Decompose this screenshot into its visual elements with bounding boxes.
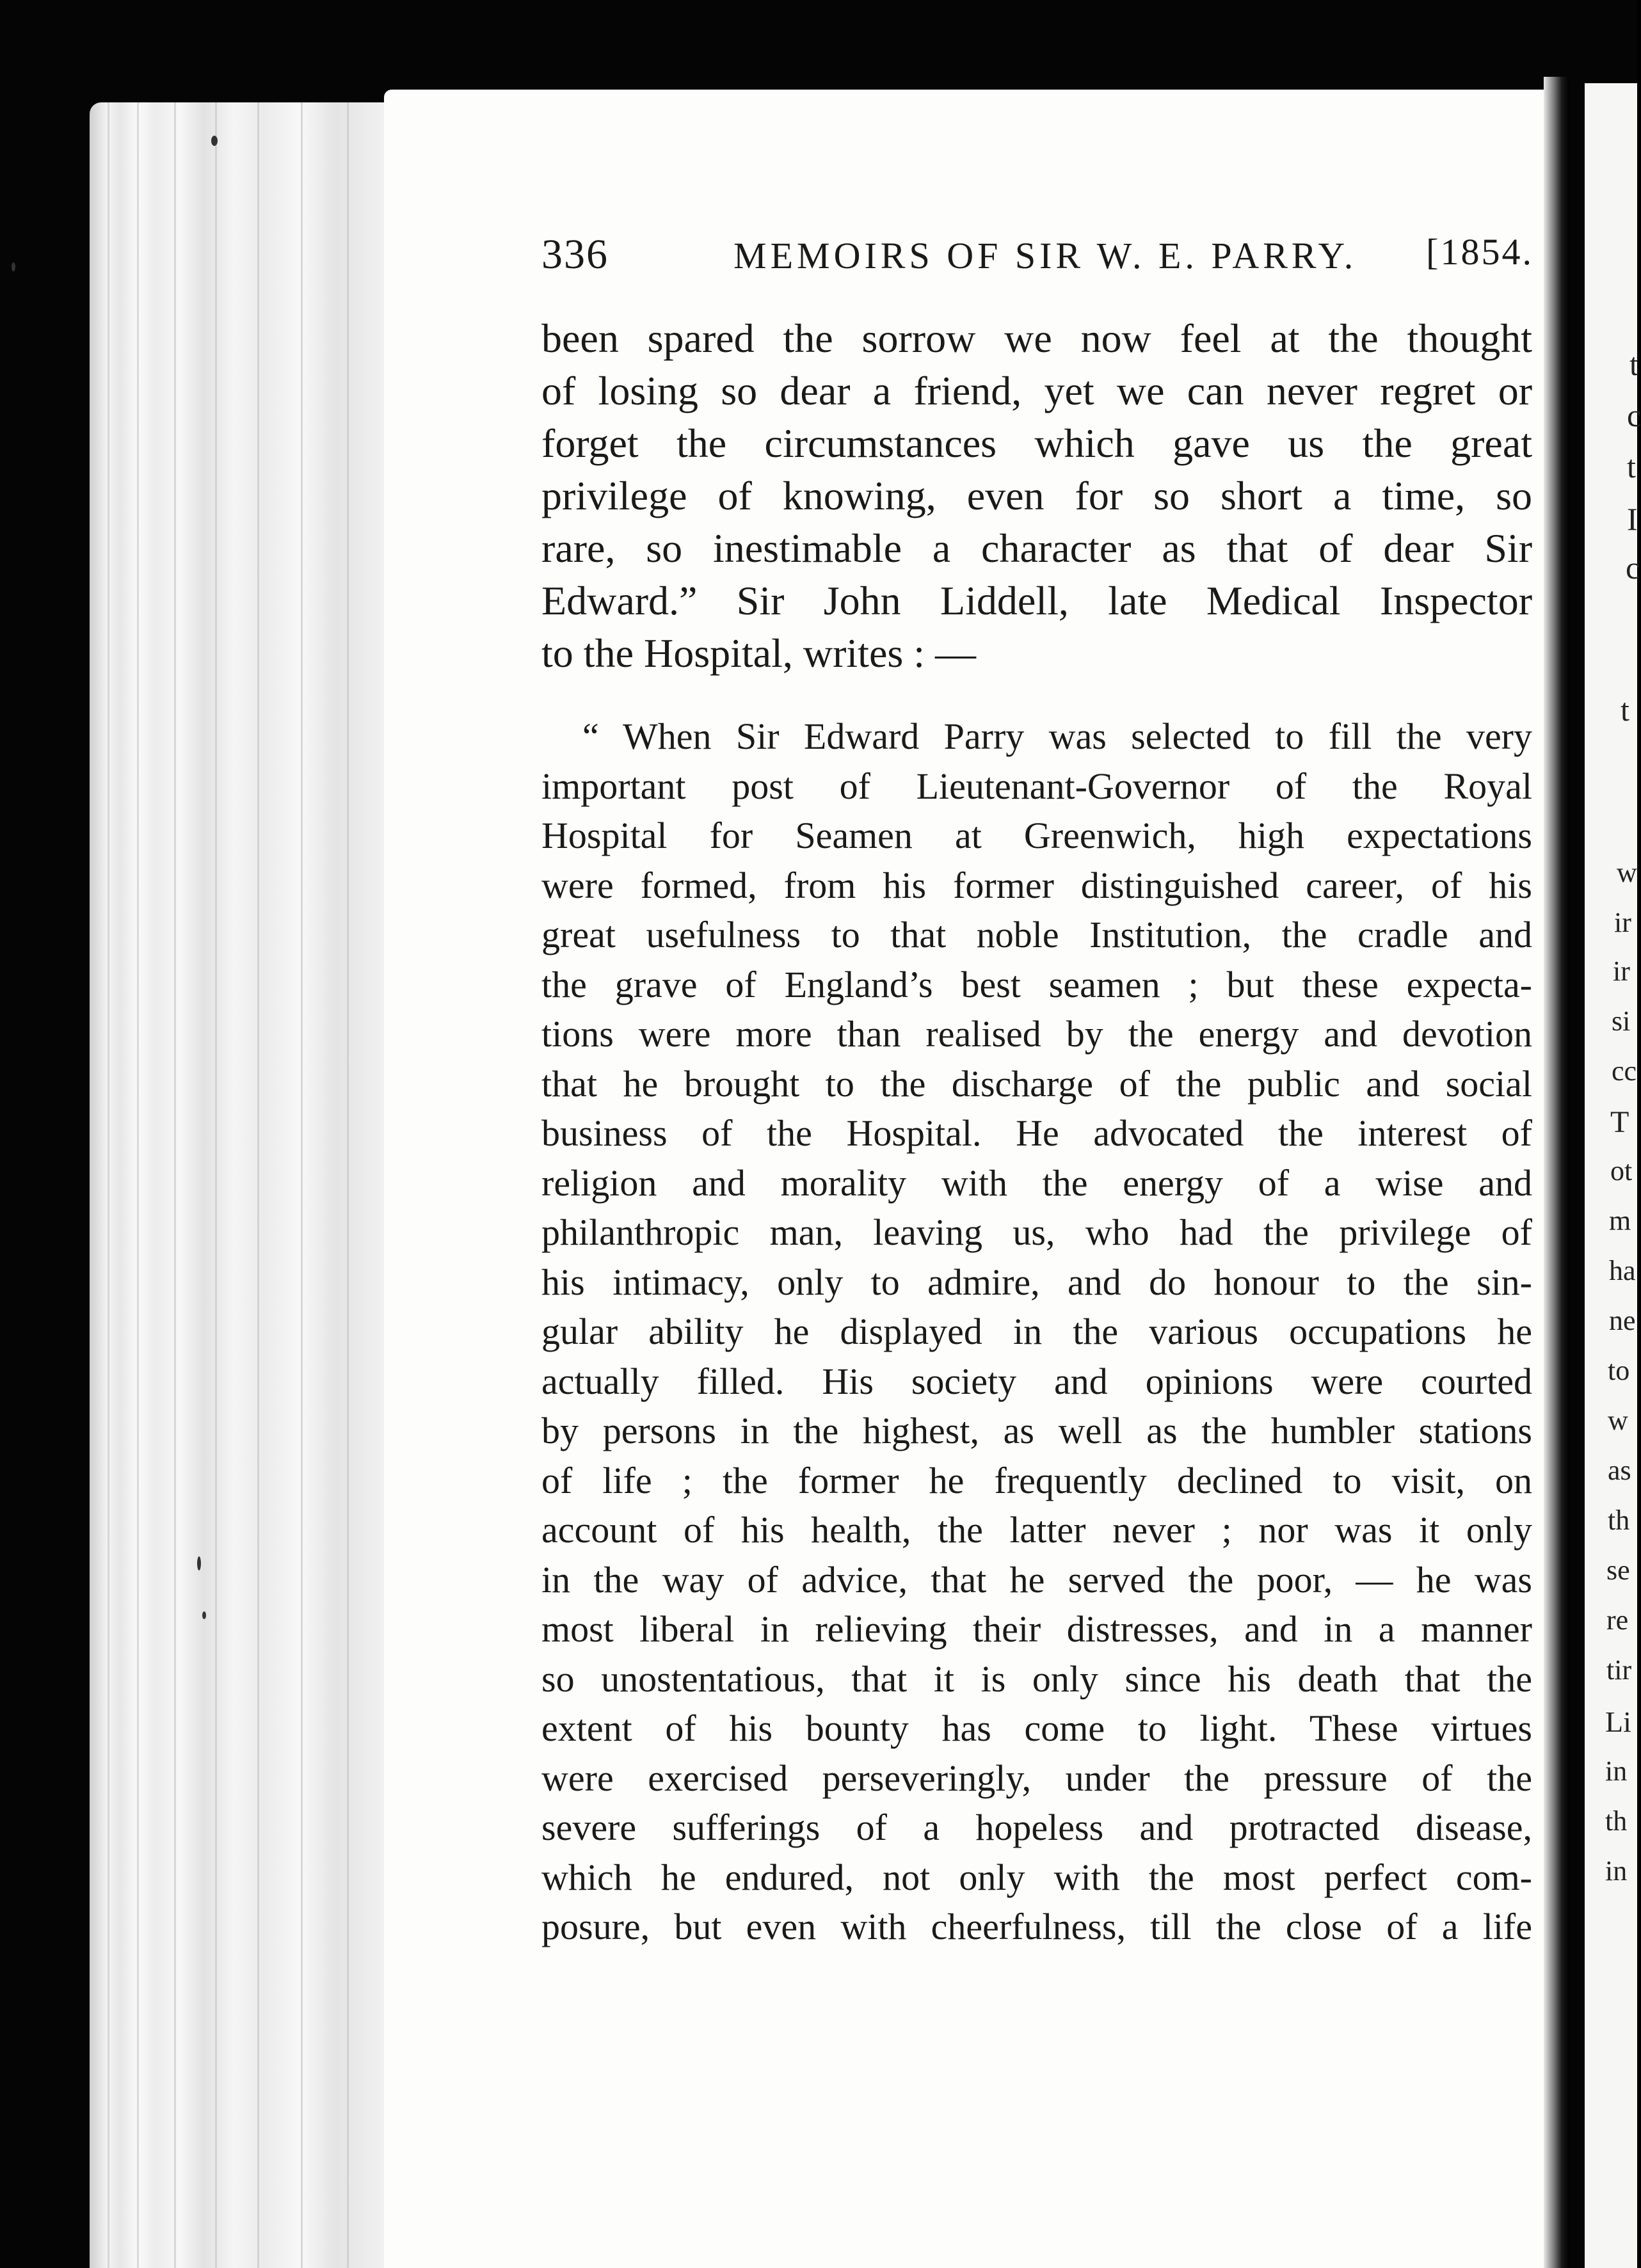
- text-line: posure, but even with cheerfulness, till the close of a life: [541, 1906, 1532, 1947]
- page-edge-stack: [90, 102, 390, 2268]
- text-line: forget the circumstances which gave us the great: [541, 420, 1532, 466]
- text-line: to the Hospital, writes : —: [541, 630, 977, 676]
- facing-fragment: ir: [1614, 907, 1631, 938]
- text-line: in the way of advice, that he served the poor, — he was: [541, 1558, 1532, 1601]
- text-line: business of the Hospital. He advocated the interest of: [541, 1112, 1532, 1154]
- page-edge-line: [257, 102, 259, 2268]
- book-gutter: [1544, 77, 1569, 2268]
- page-edge-line: [347, 102, 349, 2268]
- scan-speck: [12, 262, 15, 271]
- running-head: [541, 230, 1533, 288]
- text-line: gular ability he displayed in the various occupations he: [541, 1311, 1532, 1352]
- page-edge-line: [108, 102, 109, 2268]
- facing-fragment: t: [1627, 449, 1636, 484]
- facing-page: [1585, 83, 1641, 2268]
- running-title: MEMOIRS OF SIR W. E. PARRY.: [733, 235, 1357, 276]
- facing-fragment: ir: [1613, 955, 1630, 987]
- facing-fragment: ne: [1609, 1305, 1636, 1336]
- text-line: the grave of England’s best seamen ; but these expecta-: [541, 963, 1532, 1005]
- facing-fragment: ot: [1610, 1155, 1633, 1186]
- text-line: severe sufferings of a hopeless and protracted disease,: [541, 1807, 1532, 1848]
- text-line: Hospital for Seamen at Greenwich, high expectations: [541, 815, 1532, 856]
- text-line: by persons in the highest, as well as the humbler stations: [541, 1410, 1532, 1451]
- facing-fragment: cc: [1612, 1055, 1637, 1087]
- quotation-block: [541, 712, 1532, 1952]
- page-edge-line: [301, 102, 303, 2268]
- text-line: rare, so inestimable a character as that of dear Sir: [541, 525, 1532, 571]
- text-line: “ When Sir Edward Parry was selected to fill the very: [582, 715, 1532, 757]
- running-year: [1854.: [1426, 231, 1533, 273]
- scan-speck: [202, 1611, 206, 1619]
- facing-fragment: t: [1621, 692, 1629, 728]
- scan-speck: [197, 1556, 201, 1570]
- facing-fragment: th: [1608, 1505, 1630, 1536]
- text-line: so unostentatious, that it is only since his death that the: [541, 1657, 1532, 1700]
- facing-fragment: si: [1612, 1005, 1631, 1037]
- facing-fragment: m: [1609, 1205, 1631, 1236]
- text-line: Edward.” Sir John Liddell, late Medical Inspector: [541, 578, 1532, 623]
- facing-fragment: Li: [1605, 1705, 1631, 1738]
- text-line: religion and morality with the energy of a wise and: [541, 1162, 1532, 1204]
- facing-fragment: as: [1608, 1455, 1631, 1486]
- text-line: privilege of knowing, even for so short a time, so: [541, 473, 1532, 518]
- page-edge-line: [174, 102, 176, 2268]
- facing-fragment: I: [1627, 501, 1638, 537]
- text-line: were formed, from his former distinguished career, of his: [541, 864, 1532, 906]
- text-line: of life ; the former he frequently declined to visit, on: [541, 1459, 1532, 1501]
- scan-speck: [211, 136, 218, 146]
- facing-fragment: se: [1606, 1554, 1630, 1586]
- facing-fragment: tir: [1606, 1654, 1632, 1686]
- text-line: tions were more than realised by the energy and devotion: [541, 1013, 1532, 1055]
- facing-fragment: re: [1606, 1604, 1629, 1636]
- text-line: which he endured, not only with the most perfect com-: [541, 1856, 1532, 1898]
- page-edge-line: [215, 102, 217, 2268]
- facing-fragment: in: [1605, 1855, 1628, 1887]
- facing-fragment: t: [1629, 346, 1638, 382]
- text-line: great usefulness to that noble Institution, the cradle and: [541, 914, 1532, 955]
- text-line: actually filled. His society and opinions were courted: [541, 1360, 1532, 1402]
- text-line: extent of his bounty has come to light. These virtues: [541, 1707, 1532, 1749]
- text-line: his intimacy, only to admire, and do honour to the sin-: [541, 1261, 1532, 1303]
- facing-fragment: ha: [1609, 1255, 1636, 1286]
- text-line: account of his health, the latter never ; nor was it only: [541, 1509, 1532, 1551]
- text-line: been spared the sorrow we now feel at the thought: [541, 315, 1532, 361]
- facing-fragment: w: [1608, 1405, 1628, 1436]
- text-line: were exercised perseveringly, under the pressure of the: [541, 1757, 1532, 1799]
- facing-fragment: c: [1626, 550, 1640, 586]
- page-edge-line: [137, 102, 139, 2268]
- page-number: 336: [541, 231, 609, 278]
- text-line: that he brought to the discharge of the public and social: [541, 1062, 1532, 1105]
- text-line: philanthropic man, leaving us, who had the privilege of: [541, 1211, 1532, 1253]
- text-line: important post of Lieutenant-Governor of the Royal: [541, 765, 1532, 807]
- facing-fragment: in: [1605, 1755, 1628, 1787]
- facing-fragment: th: [1605, 1805, 1628, 1837]
- text-line: of losing so dear a friend, yet we can never regret or: [541, 368, 1532, 413]
- facing-fragment: w: [1617, 857, 1637, 888]
- facing-fragment: T: [1610, 1105, 1629, 1139]
- facing-fragment: to: [1608, 1355, 1630, 1386]
- paragraph-1: [541, 312, 1532, 680]
- facing-fragment: c: [1627, 397, 1641, 433]
- text-line: most liberal in relieving their distresses, and in a manner: [541, 1608, 1532, 1650]
